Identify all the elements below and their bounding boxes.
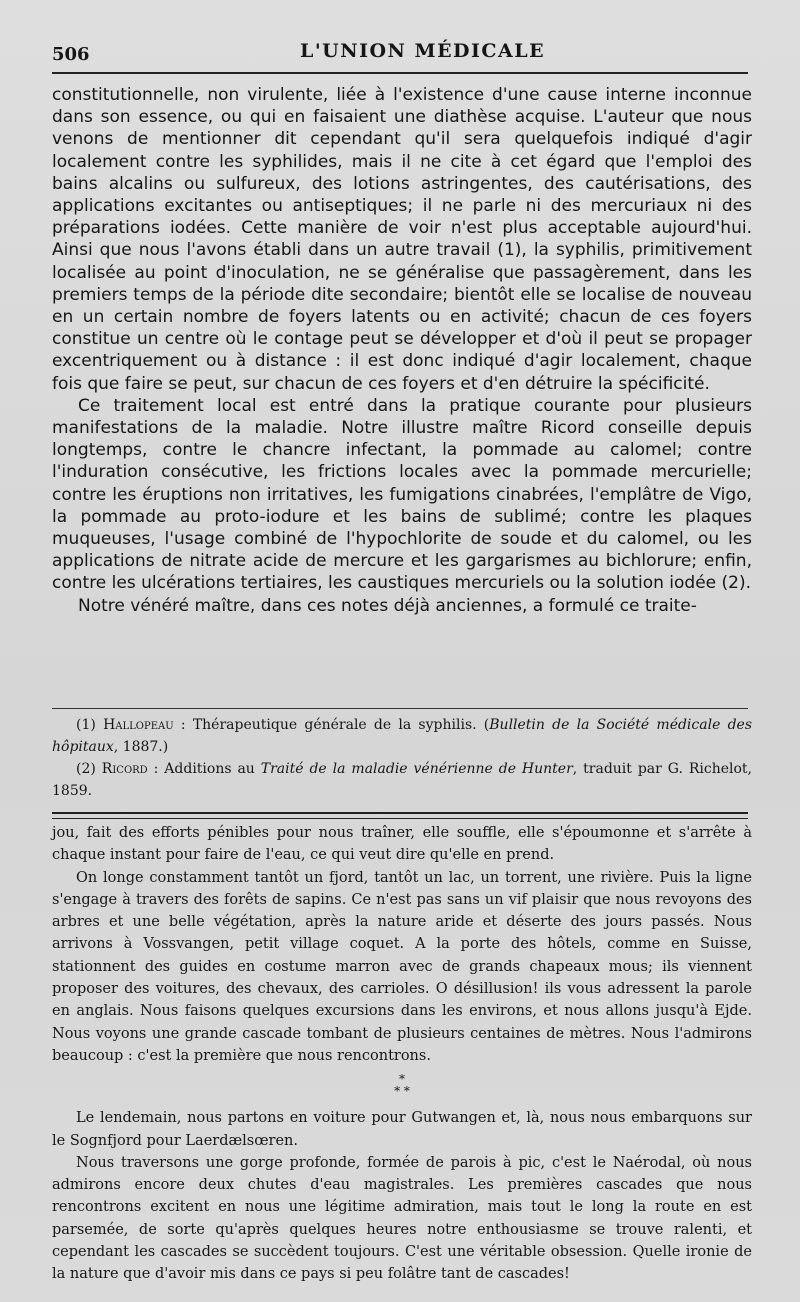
article-paragraph: Notre vénéré maître, dans ces notes déjà anciennes, a formulé ce traite-: [78, 595, 697, 616]
footnote-author: Ricord: [101, 761, 148, 777]
header-rule: [52, 72, 748, 74]
feuilleton-paragraph: jou, fait des efforts pénibles pour nous traîner, elle souffle, elle s'époumonne et s'arrête à chaque instant pour faire de l'eau, ce qui veut dire qu'elle en prend.: [52, 825, 752, 864]
feuilleton-paragraph: Le lendemain, nous partons en voiture pour Gutwangen et, là, nous nous embarquons sur le Sognfjord pour Laerdælsœren.: [52, 1110, 752, 1149]
feuilleton-paragraph: On longe constamment tantôt un fjord, tantôt un lac, un torrent, une rivière. Puis la ligne s'engage à travers des forêts de sapins. Ce n'est pas sans un vif plaisir que nous revoyons des arbres et une belle végétation, après la nature aride et déserte des jours passés. Nous arrivons à Vossvangen, petit village coquet. A la porte des hôtels, comme en Suisse, stationnent des guides en costume marron avec de grands chapeaux mous; ils viennent proposer des voitures, des chevaux, des carrioles. O désillusion! ils vous adressent la parole en anglais. Nous faisons quelques excursions dans les environs, et nous allons jusqu'à Ejde. Nous voyons une grande cascade tombant de plusieurs centaines de mètres. Nous l'admirons beaucoup : c'est la première que nous rencontrons.: [52, 869, 752, 1064]
feuilleton-text: [52, 822, 752, 1286]
footnote-marker: (1): [76, 717, 96, 733]
footnote: [52, 758, 752, 802]
footnote-text: , 1887.): [113, 739, 169, 755]
journal-title: L'UNION MÉDICALE: [300, 40, 546, 62]
footnote-text: , traduit par G. Richelot, 1859.: [52, 761, 752, 799]
asterism: [52, 1073, 752, 1099]
footnote: [52, 714, 752, 758]
asterism-bottom: * *: [394, 1084, 410, 1099]
page-number: 506: [52, 44, 90, 65]
article-paragraph: Ce traitement local est entré dans la pratique courante pour plusieurs manifestations de la maladie. Notre illustre maître Ricord conseille depuis longtemps, contre le chancre infectant, la pommade au calomel; contre l'induration consécutive, les frictions locales avec la pommade mercurielle; contre les éruptions non irritatives, les fumigations cinabrées, l'emplâtre de Vigo, la pommade au proto-iodure et les bains de sublimé; contre les plaques muqueuses, l'usage combiné de l'hypochlorite de soude et du calomel, ou les applications de nitrate acide de mercure et les gargarismes au bichlorure; enfin, contre les ulcérations tertiaires, les caustiques mercuriels ou la solution iodée (2).: [52, 395, 752, 594]
page-header: [52, 36, 752, 76]
footnote-text: : Additions au: [147, 761, 261, 777]
footnote-marker: (2): [76, 761, 96, 777]
footnote-author: Hallopeau: [103, 717, 174, 733]
feuilleton-separator: [52, 812, 748, 814]
asterism-top: *: [399, 1072, 405, 1087]
footnote-rule: [52, 708, 748, 709]
main-article-text: [52, 84, 752, 617]
footnote-source: Bulletin de la Société médicale des hôpitaux: [52, 717, 753, 755]
footnotes: [52, 714, 752, 802]
article-paragraph: constitutionnelle, non virulente, liée à l'existence d'une cause interne inconnue dans son essence, ou qui en faisaient une diathèse acquise. L'auteur que nous venons de mentionner dit cependant qu'il sera quelquefois indiqué d'agir localement contre les syphilides, mais il ne cite à cet égard que l'emploi des bains alcalins ou sulfureux, des lotions astringentes, des cautérisations, des applications excitantes ou antiseptiques; il ne parle ni des mercuriaux ni des préparations iodées. Cette manière de voir n'est plus acceptable aujourd'hui. Ainsi que nous l'avons établi dans un autre travail (1), la syphilis, primitivement localisée au point d'inoculation, ne se généralise que passagèrement, dans les premiers temps de la période dite secondaire; bientôt elle se localise de nouveau en un certain nombre de foyers latents ou en activité; chacun de ces foyers constitue un centre où le contage peut se développer et d'où il peut se propager excentriquement ou à distance : il est donc indiqué d'agir localement, chaque fois que faire se peut, sur chacun de ces foyers et d'en détruire la spécificité.: [52, 85, 752, 394]
feuilleton-separator: [52, 818, 748, 819]
footnote-text: : Thérapeutique générale de la syphilis. (: [173, 717, 490, 733]
feuilleton-paragraph: Nous traversons une gorge profonde, formée de parois à pic, c'est le Naérodal, où nous admirons encore deux chutes d'eau magistrales. Les premières cascades que nous rencontrons excitent en nous une légitime admiration, mais tout le long la route en est parsemée, de sorte qu'après quelques heures notre enthousiasme se trouve ralenti, et cependant les cascades se succèdent toujours. C'est une véritable obsession. Quelle ironie de la nature que d'avoir mis dans ce pays si peu folâtre tant de cascades!: [52, 1154, 752, 1283]
footnote-source: Traité de la maladie vénérienne de Hunter: [260, 761, 573, 777]
